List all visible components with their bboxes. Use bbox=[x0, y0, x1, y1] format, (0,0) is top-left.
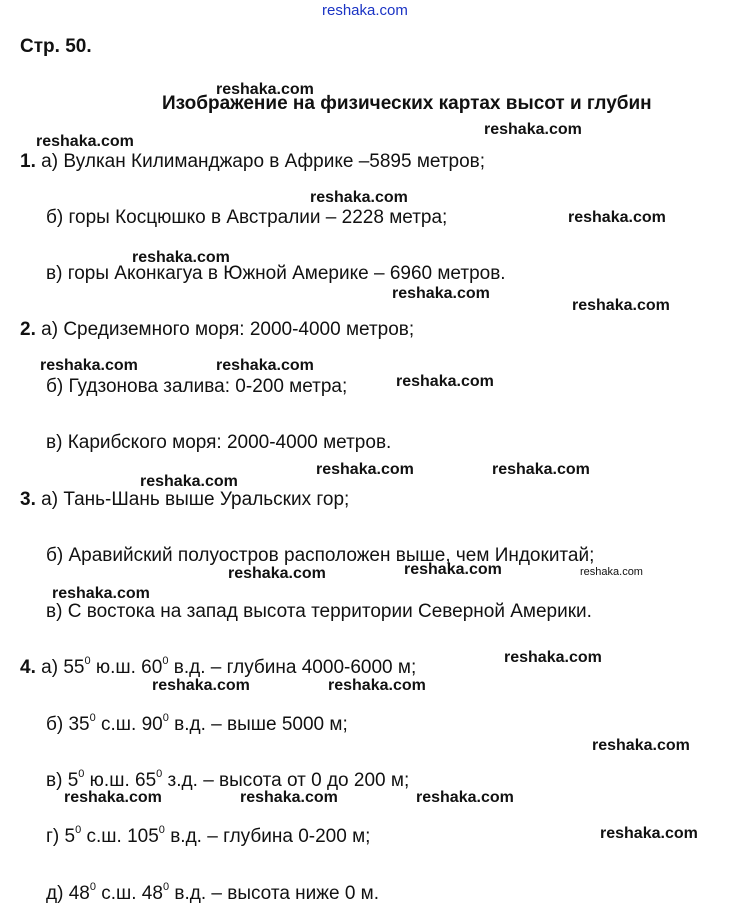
q3-number: 3. bbox=[20, 489, 36, 510]
q2-answer-b: б) Гудзонова залива: 0-200 метра; bbox=[46, 376, 348, 397]
watermark: reshaka.com bbox=[484, 121, 582, 138]
watermark: reshaka.com bbox=[492, 461, 590, 478]
q4-answer-b: б) $35^0$ с.ш. $90^0$ в.д. – выше 5000 м; bbox=[46, 711, 348, 735]
watermark: reshaka.com bbox=[404, 561, 502, 578]
watermark: reshaka.com bbox=[416, 789, 514, 806]
watermark: reshaka.com bbox=[568, 209, 666, 226]
watermark: reshaka.com bbox=[310, 189, 408, 206]
q4-answer-e: д) $48^0$ с.ш. $48^0$ в.д. – высота ниже 0 м. bbox=[46, 880, 380, 904]
watermark: reshaka.com bbox=[600, 825, 698, 842]
watermark: reshaka.com bbox=[592, 737, 690, 754]
watermark: reshaka.com bbox=[216, 81, 314, 98]
watermark: reshaka.com bbox=[504, 649, 602, 666]
watermark: reshaka.com bbox=[392, 285, 490, 302]
q2-line-a bbox=[20, 319, 414, 341]
page-ref: Стр. 50. bbox=[20, 36, 92, 57]
q1-answer-a: а) Вулкан Килиманджаро в Африке –5895 метров; bbox=[41, 151, 486, 172]
q4-answer-c: в) $5^0$ ю.ш. $65^0$ з.д. – высота от 0 до 200 м; bbox=[46, 767, 410, 791]
watermark: reshaka.com bbox=[396, 373, 494, 390]
q4-answer-d: г) $5^0$ с.ш. $105^0$ в.д. – глубина 0-200 м; bbox=[46, 823, 371, 847]
q2-number: 2. bbox=[20, 319, 36, 340]
watermark: reshaka.com bbox=[228, 565, 326, 582]
watermark: reshaka.com bbox=[36, 133, 134, 150]
q1-line-a bbox=[20, 151, 485, 173]
site-link[interactable]: reshaka.com bbox=[322, 2, 408, 19]
watermark: reshaka.com bbox=[328, 677, 426, 694]
q4-line-a bbox=[20, 654, 417, 679]
watermark: reshaka.com bbox=[216, 357, 314, 374]
watermark: reshaka.com bbox=[240, 789, 338, 806]
q1-answer-b: б) горы Косцюшко в Австралии – 2228 метра; bbox=[46, 207, 448, 228]
q2-answer-a: а) Средиземного моря: 2000-4000 метров; bbox=[41, 319, 415, 340]
q4-answer-a: а) $55^0$ ю.ш. $60^0$ в.д. – глубина 4000-6000 м; bbox=[41, 654, 417, 678]
q1-answer-c: в) горы Аконкагуа в Южной Америке – 6960 метров. bbox=[46, 263, 506, 284]
q1-number: 1. bbox=[20, 151, 36, 172]
watermark: reshaka.com bbox=[572, 297, 670, 314]
watermark: reshaka.com bbox=[316, 461, 414, 478]
watermark: reshaka.com bbox=[580, 566, 643, 578]
watermark: reshaka.com bbox=[52, 585, 150, 602]
q3-answer-a: а) Тань-Шань выше Уральских гор; bbox=[41, 489, 350, 510]
watermark: reshaka.com bbox=[140, 473, 238, 490]
q2-answer-c: в) Карибского моря: 2000-4000 метров. bbox=[46, 432, 392, 453]
watermark: reshaka.com bbox=[40, 357, 138, 374]
q4-number: 4. bbox=[20, 657, 36, 678]
q3-answer-b: б) Аравийский полуостров расположен выше, чем Индокитай; bbox=[46, 545, 595, 566]
watermark: reshaka.com bbox=[152, 677, 250, 694]
q3-answer-c: в) С востока на запад высота территории Северной Америки. bbox=[46, 601, 592, 622]
page-title: Изображение на физических картах высот и глубин bbox=[162, 93, 652, 114]
watermark: reshaka.com bbox=[132, 249, 230, 266]
watermark: reshaka.com bbox=[64, 789, 162, 806]
q3-line-a bbox=[20, 489, 349, 511]
